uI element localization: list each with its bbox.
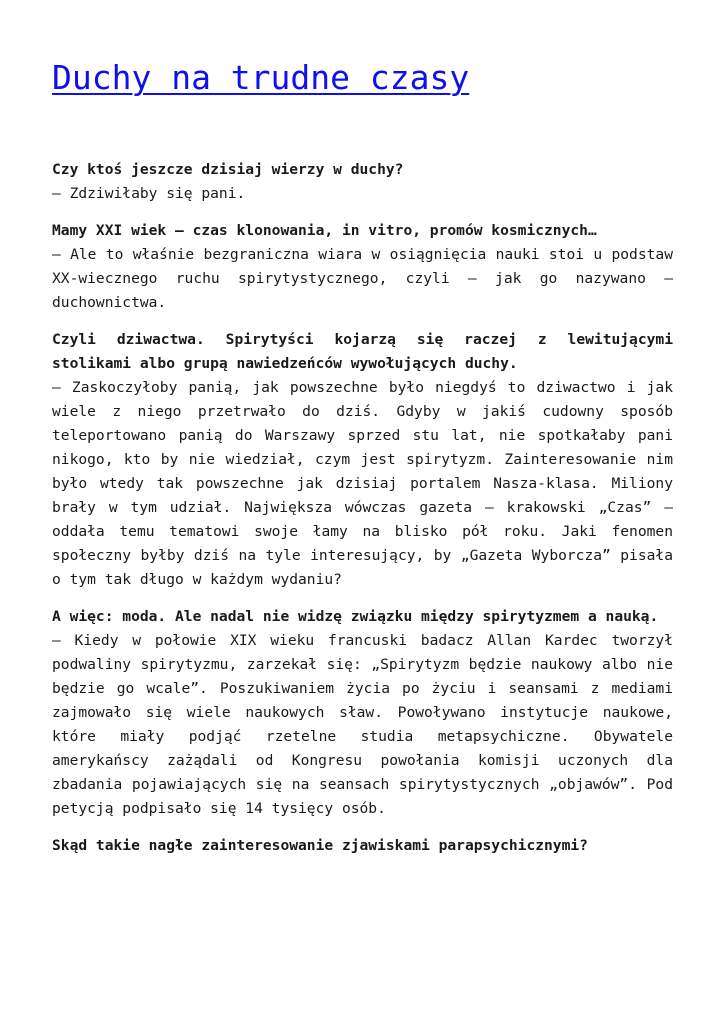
interview-answer: – Zaskoczyłoby panią, jak powszechne było niegdyś to dziwactwo i jak wiele z niego przetrwało do dziś. Gdyby w jakiś cudowny sposób teleportowano panią do Warszawy sprzed stu lat, nie spotkałaby pani nikogo, kto by nie wiedział, czym jest spirytyzm. Zainteresowanie nim było wtedy tak powszechne jak dzisiaj portalem Nasza-klasa. Miliony brały w tym udział. Największa wówczas gazeta – krakowski „Czas” – oddała temu tematowi swoje łamy na blisko pół roku. Jaki fenomen społeczny byłby dziś na tyle interesujący, by „Gazeta Wyborcza” pisała o tym tak długo w każdym wydaniu? bbox=[52, 379, 673, 588]
interview-answer: – Kiedy w połowie XIX wieku francuski badacz Allan Kardec tworzył podwaliny spirytyzmu, zarzekał się: „Spirytyzm będzie naukowy albo nie będzie go wcale”. Poszukiwaniem życia po życiu i seansami z mediami zajmowało się wiele naukowych sław. Powoływano instytucje naukowe, które miały podjąć rzetelne studia metapsychiczne. Obywatele amerykańscy zażądali od Kongresu powołania komisji uczonych dla zbadania pojawiających się na seansach spirytystycznych „objawów”. Pod petycją podpisało się 14 tysięcy osób. bbox=[52, 632, 673, 817]
qa-block bbox=[52, 219, 673, 315]
interview-answer: – Ale to właśnie bezgraniczna wiara w osiągnięcia nauki stoi u podstaw XX-wiecznego ruchu spirytystycznego, czyli – jak go nazywano – duchownictwa. bbox=[52, 246, 673, 311]
qa-block bbox=[52, 158, 673, 206]
qa-block bbox=[52, 834, 673, 858]
qa-block bbox=[52, 328, 673, 592]
interview-question: Mamy XXI wiek – czas klonowania, in vitro, promów kosmicznych… bbox=[52, 222, 597, 239]
article-body bbox=[52, 158, 673, 871]
interview-question: A więc: moda. Ale nadal nie widzę związku między spirytyzmem a nauką. bbox=[52, 608, 659, 625]
interview-answer: – Zdziwiłaby się pani. bbox=[52, 185, 246, 202]
qa-block bbox=[52, 605, 673, 821]
interview-question: Skąd takie nagłe zainteresowanie zjawiskami parapsychicznymi? bbox=[52, 837, 588, 854]
interview-question: Czyli dziwactwa. Spirytyści kojarzą się raczej z lewitującymi stolikami albo grupą nawiedzeńców wywołujących duchy. bbox=[52, 331, 673, 372]
article bbox=[52, 52, 673, 854]
article-title-link[interactable]: Duchy na trudne czasy bbox=[52, 58, 470, 97]
interview-question: Czy ktoś jeszcze dzisiaj wierzy w duchy? bbox=[52, 161, 404, 178]
